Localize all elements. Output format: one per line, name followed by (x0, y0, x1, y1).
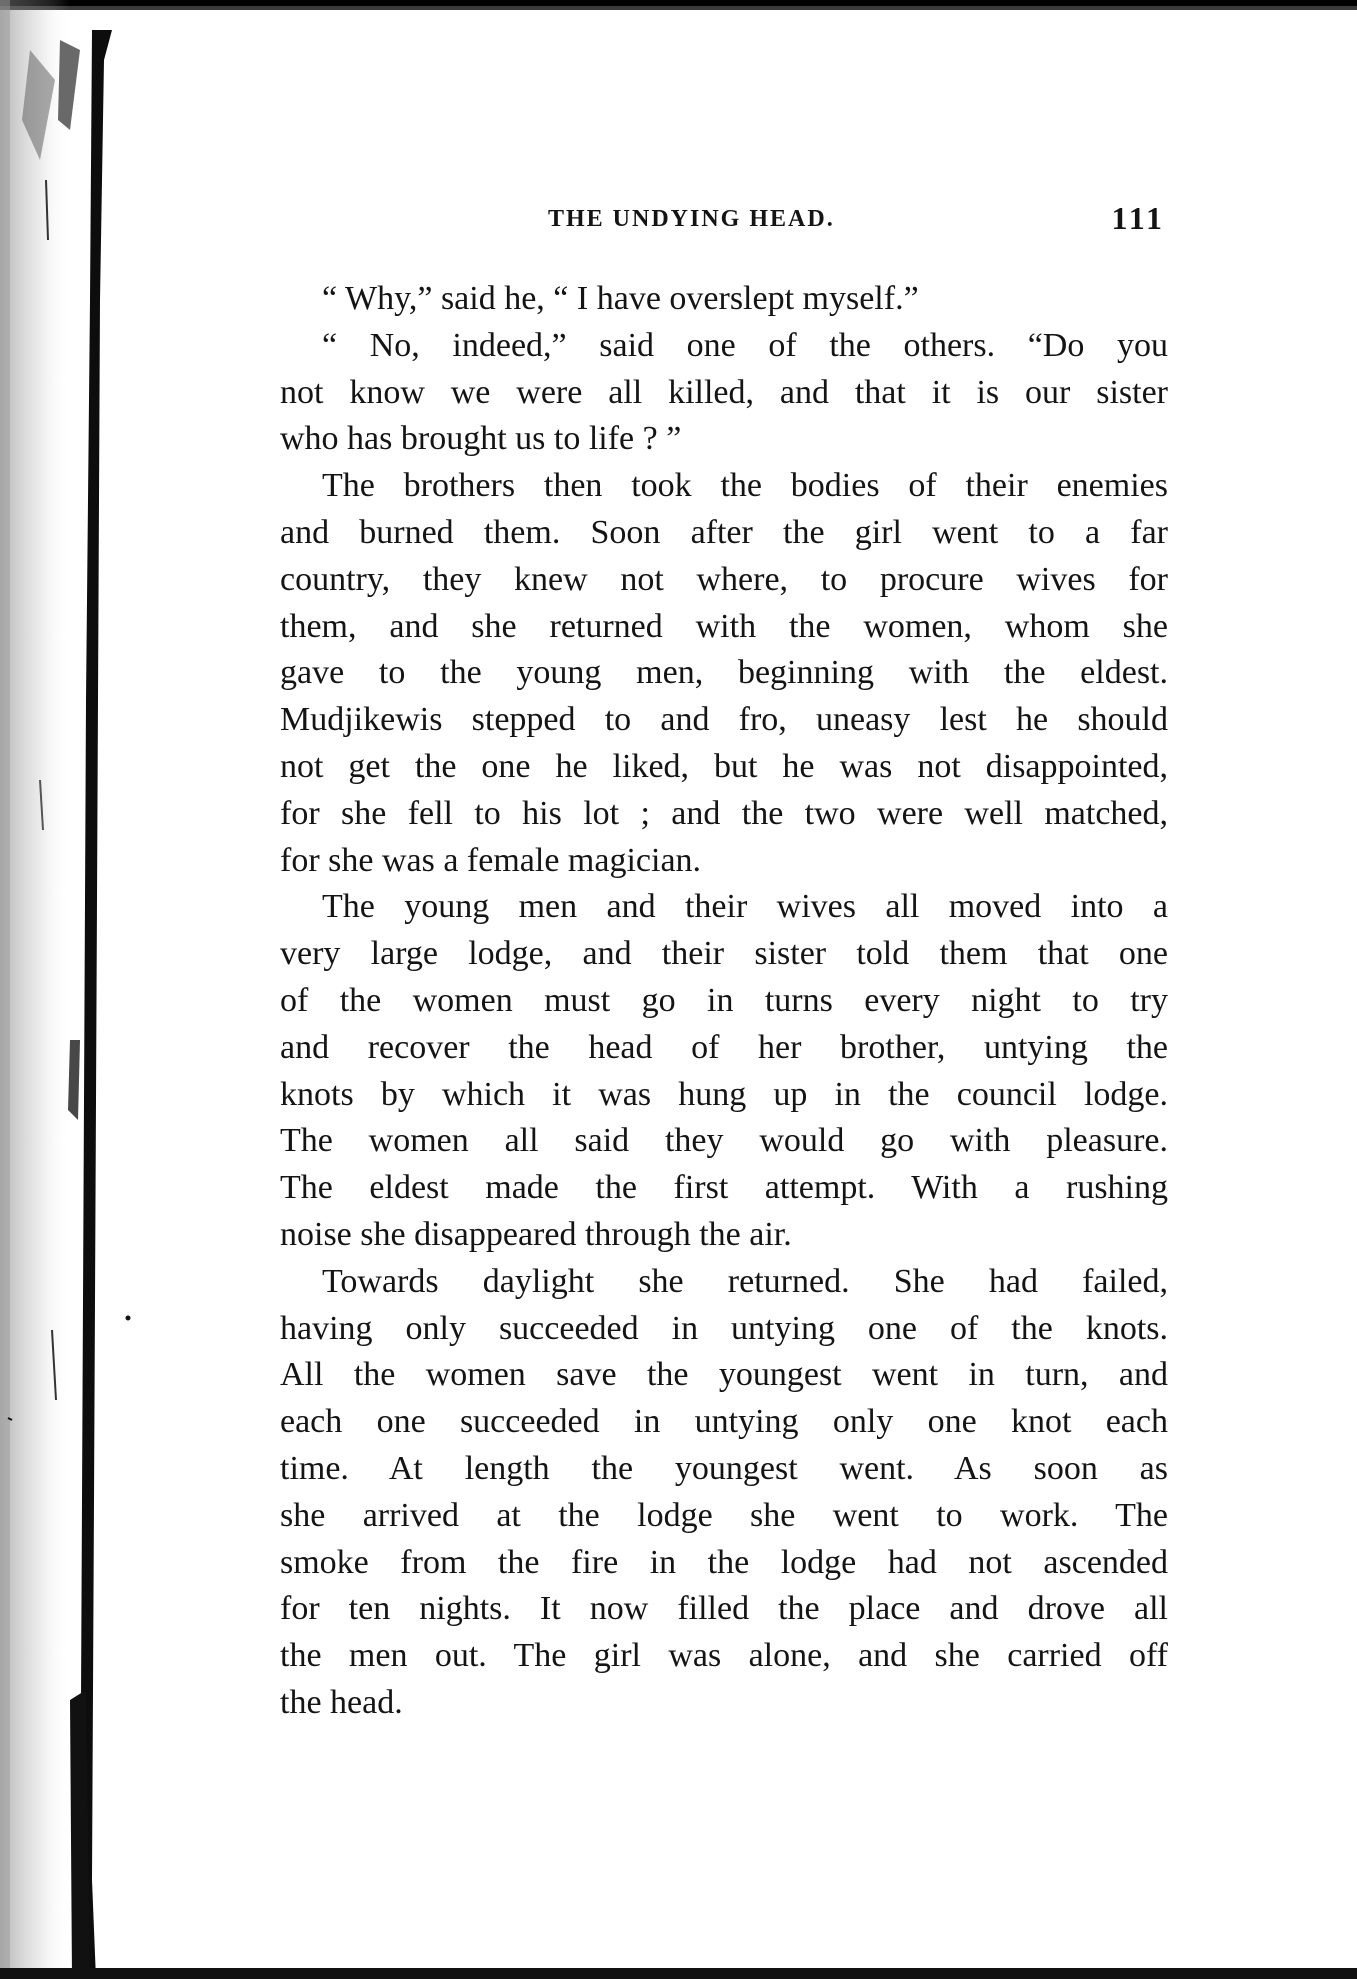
text-line: The brothers then took the bodies of their enemies (322, 467, 1168, 505)
text-line: who has brought us to life ? ” (280, 420, 682, 458)
text-line: not get the one he liked, but he was not disappointed, (280, 747, 1168, 785)
text-line: for ten nights. It now filled the place and drove all (280, 1590, 1168, 1628)
text-line: gave to the young men, beginning with the eldest. (280, 654, 1168, 692)
text-line: smoke from the fire in the lodge had not ascended (280, 1543, 1168, 1581)
text-line: country, they knew not where, to procure wives for (280, 560, 1168, 598)
text-line: each one succeeded in untying only one knot each (280, 1403, 1168, 1441)
body-text (280, 276, 1168, 1727)
text-line: knots by which it was hung up in the council lodge. (280, 1075, 1168, 1113)
text-line: “ No, indeed,” said one of the others. “Do you (322, 326, 1168, 364)
text-line: them, and she returned with the women, whom she (280, 607, 1168, 645)
text-line: and burned them. Soon after the girl went to a far (280, 513, 1168, 551)
text-line: for she was a female magician. (280, 841, 702, 879)
text-line: noise she disappeared through the air. (280, 1215, 792, 1253)
text-line: Mudjikewis stepped to and fro, uneasy lest he should (280, 701, 1168, 739)
text-line: not know we were all killed, and that it is our sister (280, 373, 1168, 411)
text-line: The eldest made the first attempt. With a rushing (280, 1169, 1168, 1207)
running-head-title: THE UNDYING HEAD. (548, 206, 835, 232)
text-line: The women all said they would go with pleasure. (280, 1122, 1168, 1160)
text-line: Towards daylight she returned. She had failed, (322, 1262, 1168, 1300)
page-number: 111 (1111, 200, 1165, 236)
scan-binding-edge (0, 0, 140, 1979)
running-head (280, 200, 1165, 240)
scan-bottom-edge (0, 1968, 1357, 1979)
text-line: time. At length the youngest went. As soon as (280, 1449, 1168, 1487)
text-line: the men out. The girl was alone, and she carried off (280, 1637, 1168, 1675)
scan-top-edge (0, 0, 1357, 10)
text-line: for she fell to his lot ; and the two were well matched, (280, 794, 1168, 832)
text-line: the head. (280, 1683, 403, 1721)
text-line: she arrived at the lodge she went to work. The (280, 1496, 1168, 1534)
text-line: having only succeeded in untying one of the knots. (280, 1309, 1168, 1347)
text-line: All the women save the youngest went in turn, and (280, 1356, 1168, 1394)
text-line: very large lodge, and their sister told them that one (280, 935, 1168, 973)
text-line: The young men and their wives all moved into a (322, 888, 1168, 926)
text-line: of the women must go in turns every night to try (280, 981, 1168, 1019)
text-line: “ Why,” said he, “ I have overslept myself.” (322, 280, 919, 317)
text-line: and recover the head of her brother, untying the (280, 1028, 1168, 1066)
